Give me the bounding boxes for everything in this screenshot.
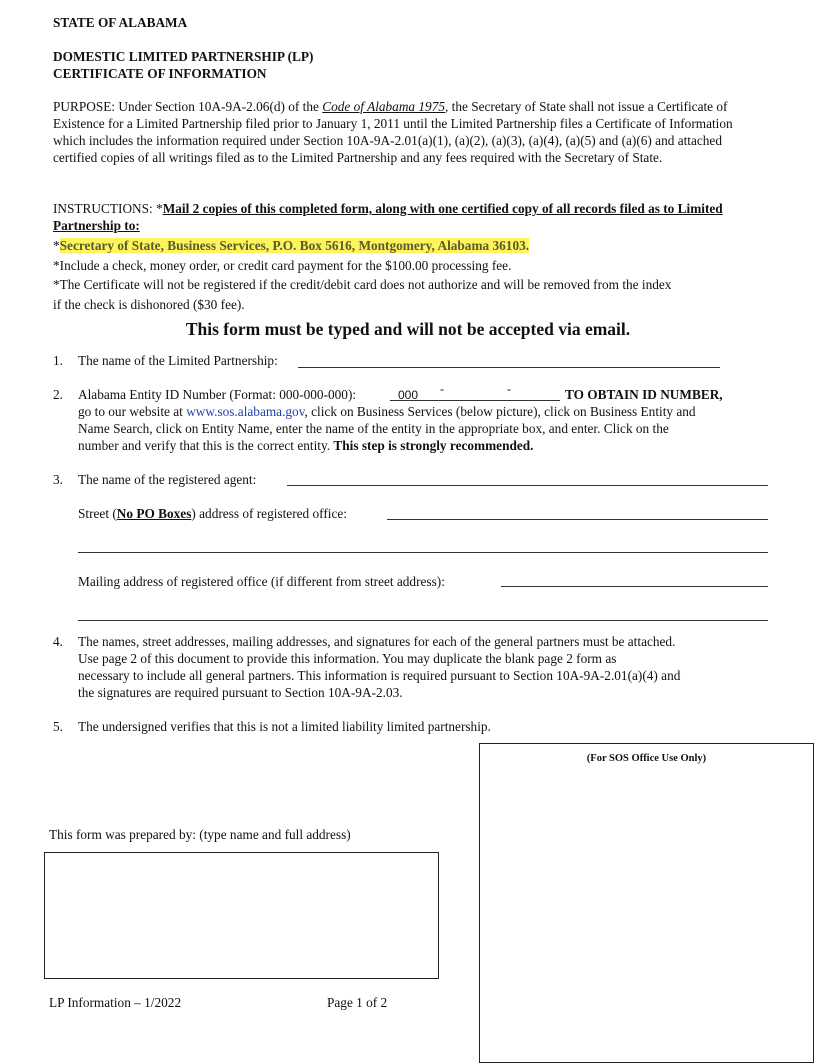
entity-id-dash-1: - [440,382,444,396]
item-1-label: The name of the Limited Partnership: [78,353,278,368]
street-label-a: Street ( [78,506,117,521]
item-3-number: 3. [53,472,63,487]
no-po-boxes: No PO Boxes [116,506,192,521]
purpose-paragraph [53,98,745,166]
sos-website-link[interactable]: www.sos.alabama.gov [186,404,305,419]
street-address-label [78,505,347,522]
entity-id-prefill: 000 [398,388,419,402]
item-4-number: 4. [53,634,63,649]
item-2-rest-a: , click on Business Services (below picture), click on Business Entity and [304,404,696,419]
mailing-address-field[interactable] [501,586,768,587]
street-address-field[interactable] [387,519,768,520]
prepared-by-label: This form was prepared by: (type name and full address) [49,827,351,842]
instructions-mail [53,200,745,234]
typed-only-notice: This form must be typed and will not be accepted via email. [185,319,631,339]
item-2-line-2 [78,403,696,420]
item-4-line-4: the signatures are required pursuant to Section 10A-9A-2.03. [78,685,403,700]
item-2-label: Alabama Entity ID Number (Format: 000-000-000): [78,387,357,402]
prepared-by-box[interactable] [44,852,439,979]
obtain-id-heading: TO OBTAIN ID NUMBER, [565,387,723,402]
item-4-line-1: The names, street addresses, mailing addresses, and signatures for each of the general partners must be attached. [78,634,676,649]
item-4-line-3: necessary to include all general partners. This information is required pursuant to Section 10A-9A-2.01(a)(4) and [78,668,681,683]
lp-name-field[interactable] [298,367,720,368]
item-3-label: The name of the registered agent: [78,472,257,487]
mailing-address-field-2[interactable] [78,620,768,621]
item-2-line-4 [78,437,533,454]
form-title-line-1: DOMESTIC LIMITED PARTNERSHIP (LP) [53,49,314,64]
purpose-rest: , the Secretary of State shall not issue a Certificate of Existence for a Limited Partnership filed prior to January 1, 2011 until the Limited Partnership files a Certificate of Information which includes the information required under Section 10A-9A-2.01(a)(1), (a)(2), (a)(3), (a)(4), (a)(5) and (a)(6) and attached certified copies of all writings filed as to the Limited Partnership and any fees required with the Secretary of State. [53,99,733,165]
page-number-footer: Page 1 of 2 [327,995,388,1010]
strongly-recommended: This step is strongly recommended. [333,438,534,453]
mailing-address-label: Mailing address of registered office (if different from street address): [78,574,445,589]
payment-instruction: *Include a check, money order, or credit card payment for the $100.00 processing fee. [53,258,512,273]
item-4-line-2: Use page 2 of this document to provide this information. You may duplicate the blank page 2 form as [78,651,617,666]
instructions-lead: INSTRUCTIONS: * [53,201,163,216]
mailing-address-highlight: Secretary of State, Business Services, P.O. Box 5616, Montgomery, Alabama 36103. [59,238,530,253]
street-address-field-2[interactable] [78,552,768,553]
sos-office-use-label: (For SOS Office Use Only) [586,753,707,764]
dishonor-instruction-1: *The Certificate will not be registered if the credit/debit card does not authorize and will be removed from the index [53,277,672,292]
form-title-line-2: CERTIFICATE OF INFORMATION [53,66,267,81]
form-id-footer: LP Information – 1/2022 [49,995,182,1010]
dishonor-instruction-2: if the check is dishonored ($30 fee). [53,297,245,312]
code-of-alabama-ref: Code of Alabama 1975 [322,99,445,114]
go-to-text: go to our website at [78,404,187,419]
instructions-address [53,237,529,254]
item-5-number: 5. [53,719,63,734]
sos-office-use-box [479,743,814,1063]
item-2-line-3: Name Search, click on Entity Name, enter the name of the entity in the appropriate box, and enter. Click on the [78,421,669,436]
street-label-c: ) address of registered office: [191,506,347,521]
registered-agent-field[interactable] [287,485,768,486]
purpose-lead: PURPOSE: Under Section 10A-9A-2.06(d) of the [53,99,323,114]
item-2-rest-c: number and verify that this is the correct entity. [78,438,334,453]
instructions-mail-text: Mail 2 copies of this completed form, along with one certified copy of all records filed as to Limited Partnership to: [53,201,723,233]
address-star: * [53,238,60,253]
state-heading: STATE OF ALABAMA [53,15,188,30]
item-1-number: 1. [53,353,63,368]
item-5-text: The undersigned verifies that this is not a limited liability limited partnership. [78,719,491,734]
entity-id-dash-2: - [507,382,511,396]
item-2-number: 2. [53,387,63,402]
